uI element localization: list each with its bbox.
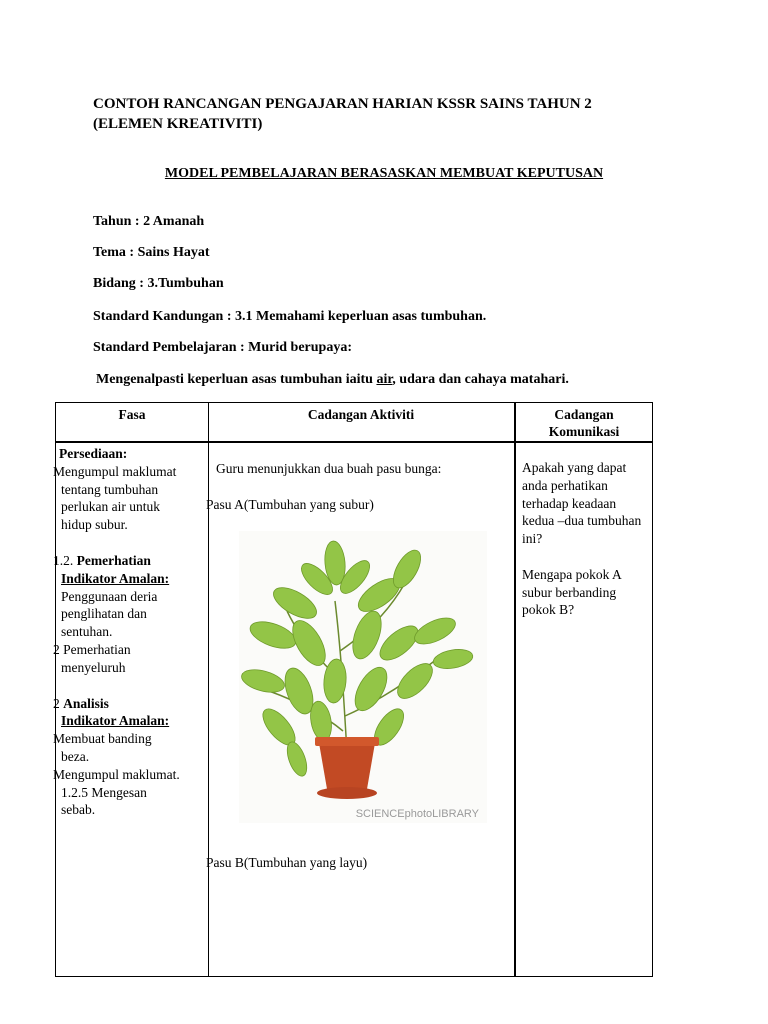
list-item: Mengumpul maklumat [53, 463, 177, 479]
table-divider [208, 403, 209, 976]
table-header-divider [56, 441, 652, 443]
list-item: tentang tumbuhan [61, 481, 159, 497]
aktiviti-intro: Guru menunjukkan dua buah pasu bunga: [216, 461, 442, 476]
title-line-1: CONTOH RANCANGAN PENGAJARAN HARIAN KSSR SAINS TAHUN 2 [93, 96, 592, 112]
persediaan-heading: Persediaan: [59, 446, 128, 461]
list-item: hidup subur. [61, 517, 128, 533]
plant-photo [239, 531, 487, 823]
plant-illustration [239, 531, 487, 823]
image-watermark: SCIENCEphotoLIBRARY [355, 808, 479, 820]
header-fasa: Fasa [118, 407, 146, 422]
list-item: 2 Pemerhatian [53, 641, 131, 657]
komunikasi-question-1: Apakah yang dapat anda perhatikan terhadap keadaan kedua –dua tumbuhan ini? [522, 460, 642, 547]
list-item: beza. [61, 748, 90, 764]
tahun-line: Tahun : 2 Amanah [93, 214, 205, 229]
indikator-heading: Indikator Amalan: [61, 570, 170, 586]
standard-pembelajaran-line: Standard Pembelajaran : Murid berupaya: [93, 340, 352, 355]
pasu-b-label: Pasu B(Tumbuhan yang layu) [206, 855, 368, 870]
pemerhatian-heading: 1.2. Pemerhatian [53, 552, 151, 568]
analisis-heading: 2 Analisis [53, 695, 109, 711]
document-title [93, 94, 713, 134]
learning-objective: Mengenalpasti keperluan asas tumbuhan iaitu air, udara dan cahaya matahari. [96, 372, 569, 387]
pasu-a-label: Pasu A(Tumbuhan yang subur) [206, 497, 374, 512]
bidang-line: Bidang : 3.Tumbuhan [93, 276, 224, 291]
title-line-2: (ELEMEN KREATIVITI) [93, 116, 263, 132]
list-item: Penggunaan deria [61, 588, 158, 604]
list-item: menyeluruh [61, 659, 126, 675]
header-aktiviti: Cadangan Aktiviti [307, 407, 415, 422]
list-item: perlukan air untuk [61, 499, 160, 515]
list-item: sebab. [61, 802, 96, 818]
list-item: Mengumpul maklumat. [53, 766, 180, 782]
tema-line: Tema : Sains Hayat [93, 245, 210, 260]
standard-kandungan-line: Standard Kandungan : 3.1 Memahami keperluan asas tumbuhan. [93, 309, 487, 324]
list-item: 1.2.5 Mengesan [61, 784, 147, 800]
komunikasi-column [522, 459, 650, 637]
list-item: penglihatan dan [61, 606, 147, 622]
list-item: Membuat banding [53, 731, 152, 747]
header-komunikasi: Cadangan Komunikasi [548, 407, 620, 439]
komunikasi-question-2: Mengapa pokok A subur berbanding pokok B? [522, 566, 621, 618]
document-subtitle: MODEL PEMBELAJARAN BERASASKAN MEMBUAT KEPUTUSAN [164, 166, 604, 181]
fasa-column [53, 445, 203, 819]
table-divider [514, 403, 516, 976]
indikator-heading: Indikator Amalan: [61, 713, 170, 729]
lesson-table [55, 402, 653, 977]
list-item: sentuhan. [61, 624, 113, 640]
